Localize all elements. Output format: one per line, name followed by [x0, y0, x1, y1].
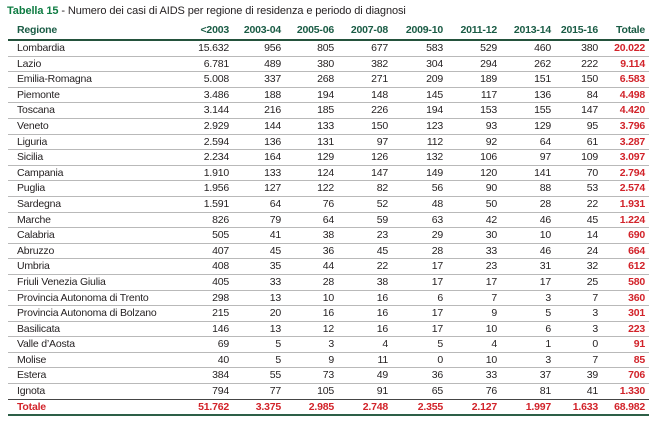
cell-value: 805 — [317, 42, 334, 54]
cell-value: 136 — [501, 87, 555, 103]
cell-value: 44 — [285, 259, 338, 275]
column-header: 2009-10 — [392, 23, 447, 40]
cell-value: 380 — [581, 42, 598, 54]
cell-value: 29 — [392, 228, 447, 244]
cell-value: 25 — [555, 274, 602, 290]
cell-value: 97 — [501, 150, 555, 166]
table-row — [8, 40, 649, 56]
cell-region: Molise — [8, 352, 181, 368]
cell-value: 133 — [233, 165, 285, 181]
cell-value: 61 — [555, 134, 602, 150]
cell-value: 65 — [392, 384, 447, 400]
cell-region: Puglia — [8, 181, 181, 197]
cell-region: Abruzzo — [8, 243, 181, 259]
cell-value: 9 — [447, 306, 501, 322]
cell-value: 22 — [338, 259, 392, 275]
column-header: 2007-08 — [338, 23, 392, 40]
cell-region: Calabria — [8, 228, 181, 244]
cell-region: Sicilia — [8, 150, 181, 166]
cell-value: 77 — [233, 384, 285, 400]
cell-value: 3.486 — [181, 87, 233, 103]
cell-value: 23 — [338, 228, 392, 244]
cell-value: 16 — [338, 290, 392, 306]
table-row — [8, 368, 649, 384]
cell-value: 304 — [392, 56, 447, 72]
table-row — [8, 150, 649, 166]
cell-value: 46 — [501, 212, 555, 228]
table-caption-number: Tabella 15 — [7, 5, 59, 17]
cell-region: Liguria — [8, 134, 181, 150]
header-row — [8, 23, 649, 40]
cell-value: 132 — [392, 150, 447, 166]
cell-value: 405 — [181, 274, 233, 290]
cell-total: 68.982 — [602, 399, 649, 415]
cell-value: 106 — [447, 150, 501, 166]
cell-value: 136 — [233, 134, 285, 150]
cell-total: 1.224 — [602, 212, 649, 228]
cell-value: 146 — [181, 321, 233, 337]
cell-value: 51.762 — [181, 399, 233, 415]
cell-value: 5 — [392, 337, 447, 353]
table-row — [8, 56, 649, 72]
cell-value: 10 — [447, 321, 501, 337]
cell-value: 794 — [181, 384, 233, 400]
column-header: <2003 — [181, 23, 233, 40]
cell-value: 129 — [285, 150, 338, 166]
cell-value: 677 — [371, 42, 388, 54]
cell-value: 2.985 — [285, 399, 338, 415]
cell-value: 529 — [480, 42, 497, 54]
cell-value: 120 — [447, 165, 501, 181]
cell-total: 20.022 — [614, 42, 645, 54]
cell-value: 28 — [501, 196, 555, 212]
table-row — [8, 228, 649, 244]
cell-value: 126 — [338, 150, 392, 166]
cell-total: 3.796 — [602, 118, 649, 134]
cell-value: 188 — [233, 87, 285, 103]
cell-value: 2.355 — [392, 399, 447, 415]
cell-total: 4.498 — [602, 87, 649, 103]
cell-value: 380 — [285, 56, 338, 72]
cell-value: 20 — [233, 306, 285, 322]
cell-value: 148 — [338, 87, 392, 103]
cell-value: 131 — [285, 134, 338, 150]
cell-value: 489 — [233, 56, 285, 72]
table-row — [8, 118, 649, 134]
cell-value: 1 — [501, 337, 555, 353]
cell-value: 16 — [338, 306, 392, 322]
cell-value: 36 — [392, 368, 447, 384]
cell-value: 17 — [392, 321, 447, 337]
cell-value: 3 — [285, 337, 338, 353]
cell-region: Provincia Autonoma di Trento — [8, 290, 181, 306]
cell-value: 262 — [501, 56, 555, 72]
cell-value: 15.632 — [198, 42, 229, 54]
cell-value: 3 — [501, 290, 555, 306]
cell-value: 337 — [233, 72, 285, 88]
cell-value: 149 — [392, 165, 447, 181]
cell-value: 12 — [285, 321, 338, 337]
cell-value: 7 — [555, 290, 602, 306]
cell-value: 63 — [392, 212, 447, 228]
cell-value: 64 — [233, 196, 285, 212]
cell-value: 298 — [181, 290, 233, 306]
cell-value: 59 — [338, 212, 392, 228]
cell-total: 2.574 — [602, 181, 649, 197]
cell-value: 33 — [233, 274, 285, 290]
cell-region: Piemonte — [8, 87, 181, 103]
cell-value: 50 — [447, 196, 501, 212]
cell-value: 90 — [447, 181, 501, 197]
cell-value: 91 — [338, 384, 392, 400]
cell-value: 133 — [285, 118, 338, 134]
cell-value: 215 — [181, 306, 233, 322]
cell-total: 91 — [602, 337, 649, 353]
cell-value: 97 — [338, 134, 392, 150]
cell-value: 69 — [181, 337, 233, 353]
cell-value: 6.781 — [181, 56, 233, 72]
cell-region: Lazio — [8, 56, 181, 72]
column-header: 2011-12 — [447, 23, 501, 40]
column-header: Totale — [602, 23, 649, 40]
cell-region: Basilicata — [8, 321, 181, 337]
cell-total: 4.420 — [602, 103, 649, 119]
cell-value: 28 — [392, 243, 447, 259]
cell-region: Friuli Venezia Giulia — [8, 274, 181, 290]
cell-value: 32 — [555, 259, 602, 275]
cell-value: 33 — [447, 368, 501, 384]
cell-value: 3.375 — [233, 399, 285, 415]
cell-value: 956 — [264, 42, 281, 54]
cell-value: 5 — [233, 337, 285, 353]
cell-value: 9 — [285, 352, 338, 368]
aids-cases-by-region-table — [8, 23, 649, 416]
cell-value: 81 — [501, 384, 555, 400]
table-row — [8, 259, 649, 275]
cell-value: 41 — [233, 228, 285, 244]
report-table-page — [0, 4, 654, 416]
cell-region: Totale — [8, 399, 181, 415]
table-caption — [7, 4, 654, 18]
cell-total: 664 — [602, 243, 649, 259]
cell-value: 35 — [233, 259, 285, 275]
cell-total: 85 — [602, 352, 649, 368]
table-row — [8, 181, 649, 197]
cell-value: 583 — [426, 42, 443, 54]
cell-value: 194 — [392, 103, 447, 119]
cell-value: 460 — [534, 42, 551, 54]
cell-region: Ignota — [8, 384, 181, 400]
cell-value: 408 — [181, 259, 233, 275]
cell-value: 123 — [392, 118, 447, 134]
table-row — [8, 384, 649, 400]
column-header: 2015-16 — [555, 23, 602, 40]
cell-value: 209 — [392, 72, 447, 88]
cell-value: 41 — [555, 384, 602, 400]
cell-total: 360 — [602, 290, 649, 306]
cell-value: 76 — [447, 384, 501, 400]
column-header-region: Regione — [8, 23, 181, 40]
cell-value: 141 — [501, 165, 555, 181]
cell-value: 185 — [285, 103, 338, 119]
cell-value: 64 — [501, 134, 555, 150]
cell-value: 56 — [392, 181, 447, 197]
cell-value: 17 — [447, 274, 501, 290]
cell-region: Marche — [8, 212, 181, 228]
column-header: 2013-14 — [501, 23, 555, 40]
cell-value: 189 — [447, 72, 501, 88]
cell-value: 28 — [285, 274, 338, 290]
cell-value: 36 — [285, 243, 338, 259]
cell-value: 216 — [233, 103, 285, 119]
cell-value: 38 — [285, 228, 338, 244]
cell-total: 3.287 — [602, 134, 649, 150]
cell-total: 6.583 — [602, 72, 649, 88]
cell-value: 1.956 — [181, 181, 233, 197]
cell-value: 3 — [555, 321, 602, 337]
table-caption-text: - Numero dei casi di AIDS per regione di residenza e periodo di diagnosi — [58, 5, 406, 17]
column-header: 2005-06 — [285, 23, 338, 40]
cell-value: 226 — [338, 103, 392, 119]
cell-value: 93 — [447, 118, 501, 134]
cell-value: 73 — [285, 368, 338, 384]
cell-value: 5.008 — [181, 72, 233, 88]
cell-value: 144 — [233, 118, 285, 134]
table-row — [8, 321, 649, 337]
cell-value: 37 — [501, 368, 555, 384]
cell-value: 382 — [338, 56, 392, 72]
cell-value: 124 — [285, 165, 338, 181]
cell-value: 5 — [501, 306, 555, 322]
cell-value: 153 — [447, 103, 501, 119]
table-row — [8, 72, 649, 88]
cell-value: 17 — [392, 306, 447, 322]
cell-region: Lombardia — [17, 42, 65, 54]
cell-value: 11 — [338, 352, 392, 368]
cell-value: 1.591 — [181, 196, 233, 212]
cell-value: 22 — [555, 196, 602, 212]
table-row — [8, 306, 649, 322]
cell-value: 45 — [233, 243, 285, 259]
cell-value: 31 — [501, 259, 555, 275]
cell-value: 55 — [233, 368, 285, 384]
cell-value: 16 — [338, 321, 392, 337]
cell-region: Campania — [8, 165, 181, 181]
table-row — [8, 243, 649, 259]
cell-value: 117 — [447, 87, 501, 103]
cell-value: 127 — [233, 181, 285, 197]
cell-total: 2.794 — [602, 165, 649, 181]
cell-value: 1.633 — [555, 399, 602, 415]
cell-value: 2.594 — [181, 134, 233, 150]
cell-value: 129 — [501, 118, 555, 134]
cell-value: 1.910 — [181, 165, 233, 181]
cell-region: Sardegna — [8, 196, 181, 212]
table-row — [8, 290, 649, 306]
cell-value: 95 — [555, 118, 602, 134]
cell-value: 147 — [338, 165, 392, 181]
cell-value: 33 — [447, 243, 501, 259]
cell-region: Emilia-Romagna — [8, 72, 181, 88]
cell-total: 301 — [602, 306, 649, 322]
cell-value: 42 — [447, 212, 501, 228]
cell-value: 1.997 — [501, 399, 555, 415]
cell-value: 49 — [338, 368, 392, 384]
cell-value: 24 — [555, 243, 602, 259]
table-row — [8, 274, 649, 290]
table-row — [8, 103, 649, 119]
cell-value: 40 — [181, 352, 233, 368]
cell-value: 30 — [447, 228, 501, 244]
cell-value: 6 — [501, 321, 555, 337]
cell-total: 3.097 — [602, 150, 649, 166]
cell-total: 1.330 — [602, 384, 649, 400]
cell-value: 2.929 — [181, 118, 233, 134]
total-row — [8, 399, 649, 415]
cell-value: 4 — [338, 337, 392, 353]
cell-value: 2.234 — [181, 150, 233, 166]
cell-value: 5 — [233, 352, 285, 368]
cell-value: 13 — [233, 290, 285, 306]
cell-value: 10 — [447, 352, 501, 368]
cell-value: 147 — [555, 103, 602, 119]
cell-value: 10 — [285, 290, 338, 306]
table-row — [8, 212, 649, 228]
cell-value: 222 — [555, 56, 602, 72]
cell-value: 0 — [555, 337, 602, 353]
cell-value: 2.748 — [338, 399, 392, 415]
cell-region: Toscana — [8, 103, 181, 119]
cell-total: 612 — [602, 259, 649, 275]
cell-total: 223 — [602, 321, 649, 337]
cell-value: 3.144 — [181, 103, 233, 119]
table-row — [8, 352, 649, 368]
cell-value: 2.127 — [447, 399, 501, 415]
cell-value: 194 — [285, 87, 338, 103]
table-row — [8, 196, 649, 212]
cell-value: 3 — [555, 306, 602, 322]
cell-value: 17 — [501, 274, 555, 290]
cell-value: 46 — [501, 243, 555, 259]
cell-region: Valle d’Aosta — [8, 337, 181, 353]
cell-value: 0 — [392, 352, 447, 368]
cell-value: 52 — [338, 196, 392, 212]
cell-value: 122 — [285, 181, 338, 197]
column-header: 2003-04 — [233, 23, 285, 40]
cell-region: Umbria — [8, 259, 181, 275]
cell-value: 150 — [555, 72, 602, 88]
cell-value: 164 — [233, 150, 285, 166]
cell-total: 690 — [602, 228, 649, 244]
cell-region: Provincia Autonoma di Bolzano — [8, 306, 181, 322]
cell-value: 10 — [501, 228, 555, 244]
cell-value: 14 — [555, 228, 602, 244]
cell-value: 13 — [233, 321, 285, 337]
cell-value: 384 — [181, 368, 233, 384]
cell-value: 7 — [447, 290, 501, 306]
cell-total: 1.931 — [602, 196, 649, 212]
table-body — [8, 40, 649, 415]
cell-value: 6 — [392, 290, 447, 306]
cell-value: 7 — [555, 352, 602, 368]
cell-value: 76 — [285, 196, 338, 212]
cell-value: 407 — [181, 243, 233, 259]
cell-value: 17 — [392, 274, 447, 290]
cell-region: Estera — [8, 368, 181, 384]
cell-value: 70 — [555, 165, 602, 181]
cell-value: 145 — [392, 87, 447, 103]
cell-total: 9.114 — [602, 56, 649, 72]
cell-region: Veneto — [8, 118, 181, 134]
cell-value: 92 — [447, 134, 501, 150]
cell-value: 271 — [338, 72, 392, 88]
cell-value: 45 — [555, 212, 602, 228]
cell-value: 3 — [501, 352, 555, 368]
cell-value: 109 — [555, 150, 602, 166]
cell-value: 4 — [447, 337, 501, 353]
table-row — [8, 337, 649, 353]
cell-value: 84 — [555, 87, 602, 103]
cell-value: 45 — [338, 243, 392, 259]
cell-value: 826 — [181, 212, 233, 228]
cell-value: 82 — [338, 181, 392, 197]
cell-value: 294 — [447, 56, 501, 72]
cell-value: 17 — [392, 259, 447, 275]
cell-value: 505 — [181, 228, 233, 244]
table-row — [8, 87, 649, 103]
cell-value: 23 — [447, 259, 501, 275]
cell-value: 16 — [285, 306, 338, 322]
table-row — [8, 134, 649, 150]
cell-value: 268 — [285, 72, 338, 88]
cell-value: 105 — [285, 384, 338, 400]
cell-value: 48 — [392, 196, 447, 212]
cell-total: 706 — [602, 368, 649, 384]
cell-value: 155 — [501, 103, 555, 119]
cell-value: 112 — [392, 134, 447, 150]
cell-value: 38 — [338, 274, 392, 290]
cell-value: 39 — [555, 368, 602, 384]
cell-total: 580 — [602, 274, 649, 290]
cell-value: 88 — [501, 181, 555, 197]
cell-value: 79 — [233, 212, 285, 228]
cell-value: 150 — [338, 118, 392, 134]
cell-value: 53 — [555, 181, 602, 197]
table-row — [8, 165, 649, 181]
cell-value: 151 — [501, 72, 555, 88]
cell-value: 64 — [285, 212, 338, 228]
